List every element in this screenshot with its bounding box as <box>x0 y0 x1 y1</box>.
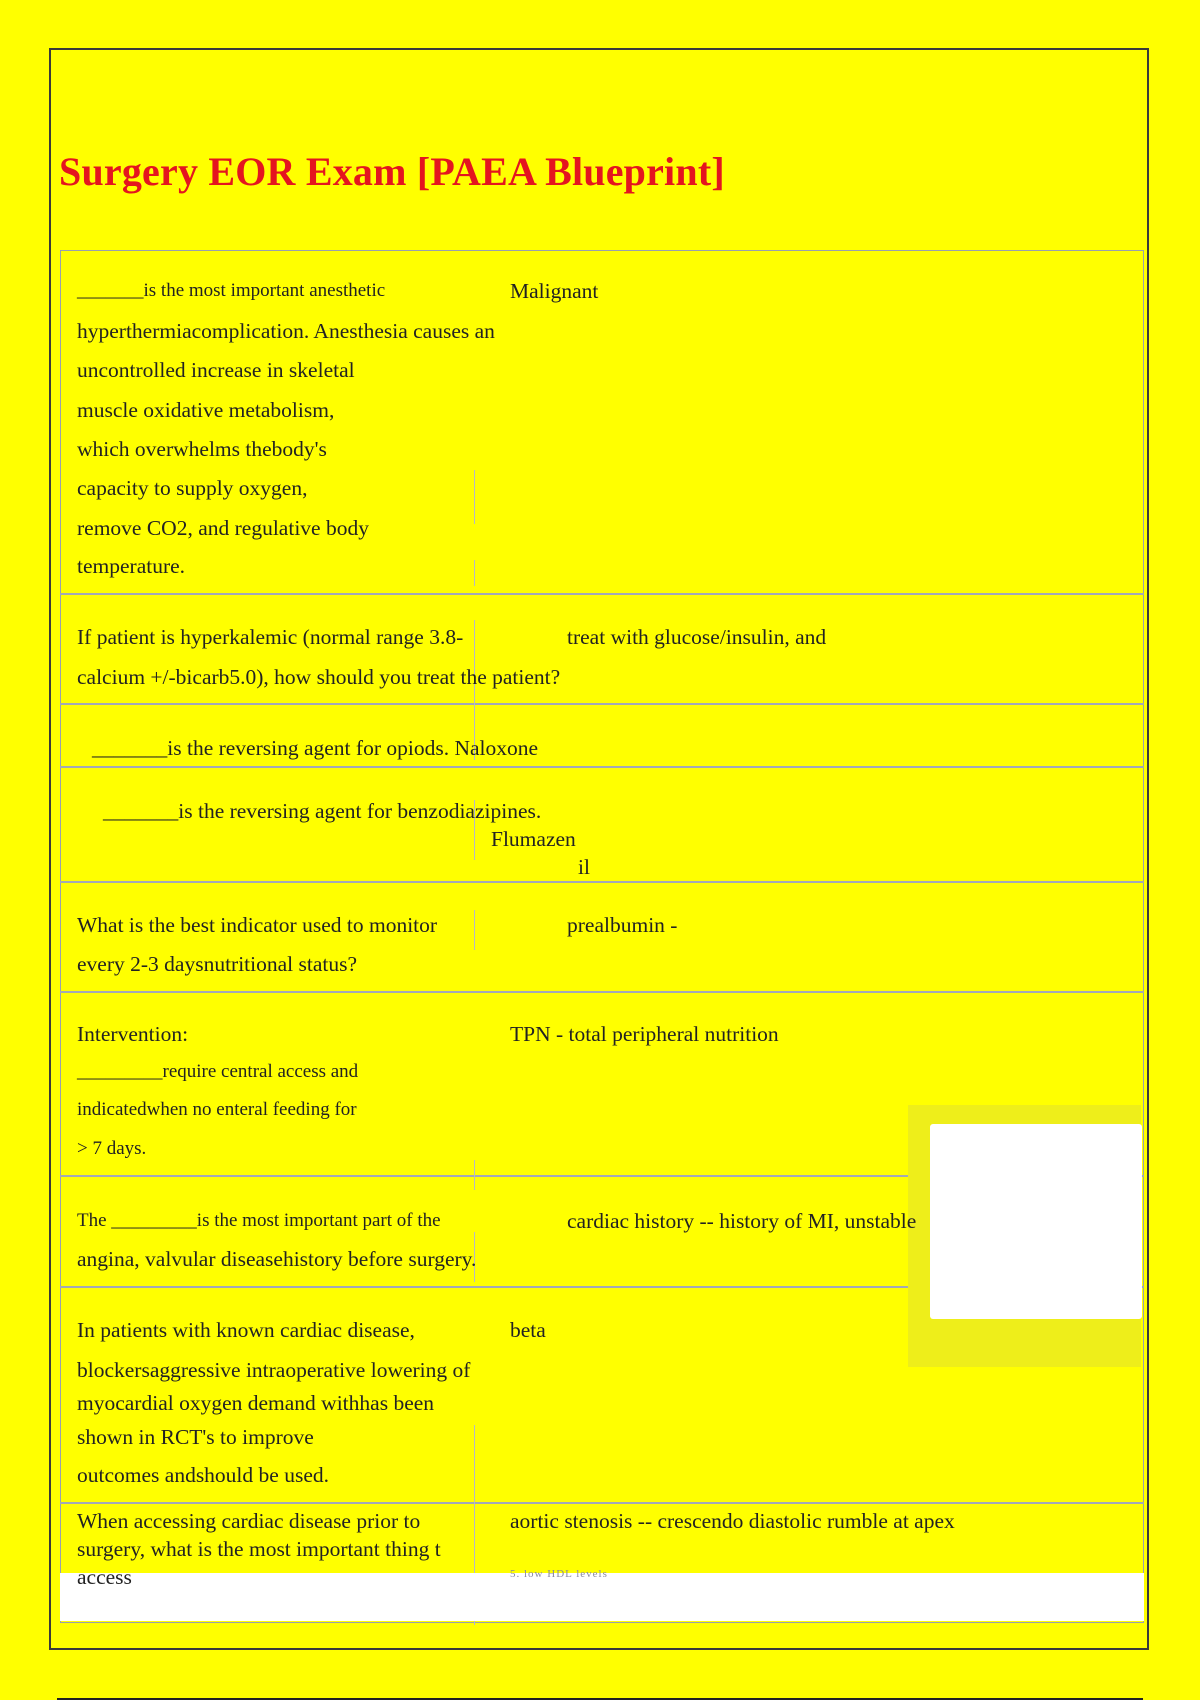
question-line: What is the best indicator used to monitor <box>77 913 438 937</box>
row-divider <box>60 593 1144 595</box>
question-line: _______is the reversing agent for benzodiazipines. <box>103 799 542 823</box>
question-line: every 2-3 daysnutritional status? <box>77 952 358 976</box>
answer-line: aortic stenosis -- crescendo diastolic rumble at apex <box>510 1509 955 1533</box>
question-line: In patients with known cardiac disease, <box>77 1318 415 1342</box>
answer-line: cardiac history -- history of MI, unstable <box>567 1209 917 1233</box>
question-line: uncontrolled increase in skeletal <box>77 358 355 382</box>
page-title: Surgery EOR Exam [PAEA Blueprint] <box>59 149 725 194</box>
question-line: blockersaggressive intraoperative lowering of <box>77 1358 471 1382</box>
column-divider <box>474 560 475 586</box>
column-divider <box>474 1160 475 1190</box>
question-line: which overwhelms thebody's <box>77 437 327 461</box>
question-line: access <box>77 1565 132 1589</box>
question-line: Intervention: <box>77 1022 189 1046</box>
answer-line: Flumazen <box>491 827 576 851</box>
question-line: temperature. <box>77 554 186 578</box>
question-line: When accessing cardiac disease prior to <box>77 1509 421 1533</box>
answer-line: prealbumin - <box>567 913 678 937</box>
overlay-panel-inner <box>930 1124 1142 1319</box>
column-divider <box>474 910 475 950</box>
question-line: indicatedwhen no enteral feeding for <box>77 1099 357 1120</box>
row-divider <box>60 881 1144 883</box>
row-divider <box>60 1502 1144 1504</box>
question-line: remove CO2, and regulative body <box>77 516 369 540</box>
question-line: If patient is hyperkalemic (normal range 3.8- <box>77 625 464 649</box>
row-divider <box>60 991 1144 993</box>
column-divider <box>474 470 475 524</box>
answer-line: il <box>578 855 590 879</box>
row-divider <box>60 766 1144 768</box>
question-line: _______is the reversing agent for opiods. Naloxone <box>92 736 539 760</box>
faded-text: 5. low HDL levels <box>510 1568 608 1580</box>
question-line: myocardial oxygen demand withhas been <box>77 1391 435 1415</box>
question-line: _______is the most important anesthetic <box>77 280 386 301</box>
question-line: The _________is the most important part of the <box>77 1210 441 1231</box>
question-line: > 7 days. <box>77 1138 147 1159</box>
answer-line: beta <box>510 1318 546 1342</box>
question-line: calcium +/-bicarb5.0), how should you treat the patient? <box>77 665 561 689</box>
footer-blank <box>60 1573 1144 1621</box>
question-line: muscle oxidative metabolism, <box>77 398 335 422</box>
question-line: shown in RCT's to improve <box>77 1425 314 1449</box>
answer-line: treat with glucose/insulin, and <box>567 625 827 649</box>
overlay-panel <box>908 1105 1141 1367</box>
question-line: hyperthermiacomplication. Anesthesia causes an <box>77 319 495 343</box>
answer-line: TPN - total peripheral nutrition <box>510 1022 779 1046</box>
row-divider <box>60 703 1144 705</box>
question-line: surgery, what is the most important thing t <box>77 1537 441 1561</box>
question-line: capacity to supply oxygen, <box>77 476 308 500</box>
question-line: angina, valvular diseasehistory before surgery. <box>77 1247 477 1271</box>
question-line: _________require central access and <box>77 1061 359 1082</box>
answer-line: Malignant <box>510 279 599 303</box>
question-line: outcomes andshould be used. <box>77 1463 329 1487</box>
